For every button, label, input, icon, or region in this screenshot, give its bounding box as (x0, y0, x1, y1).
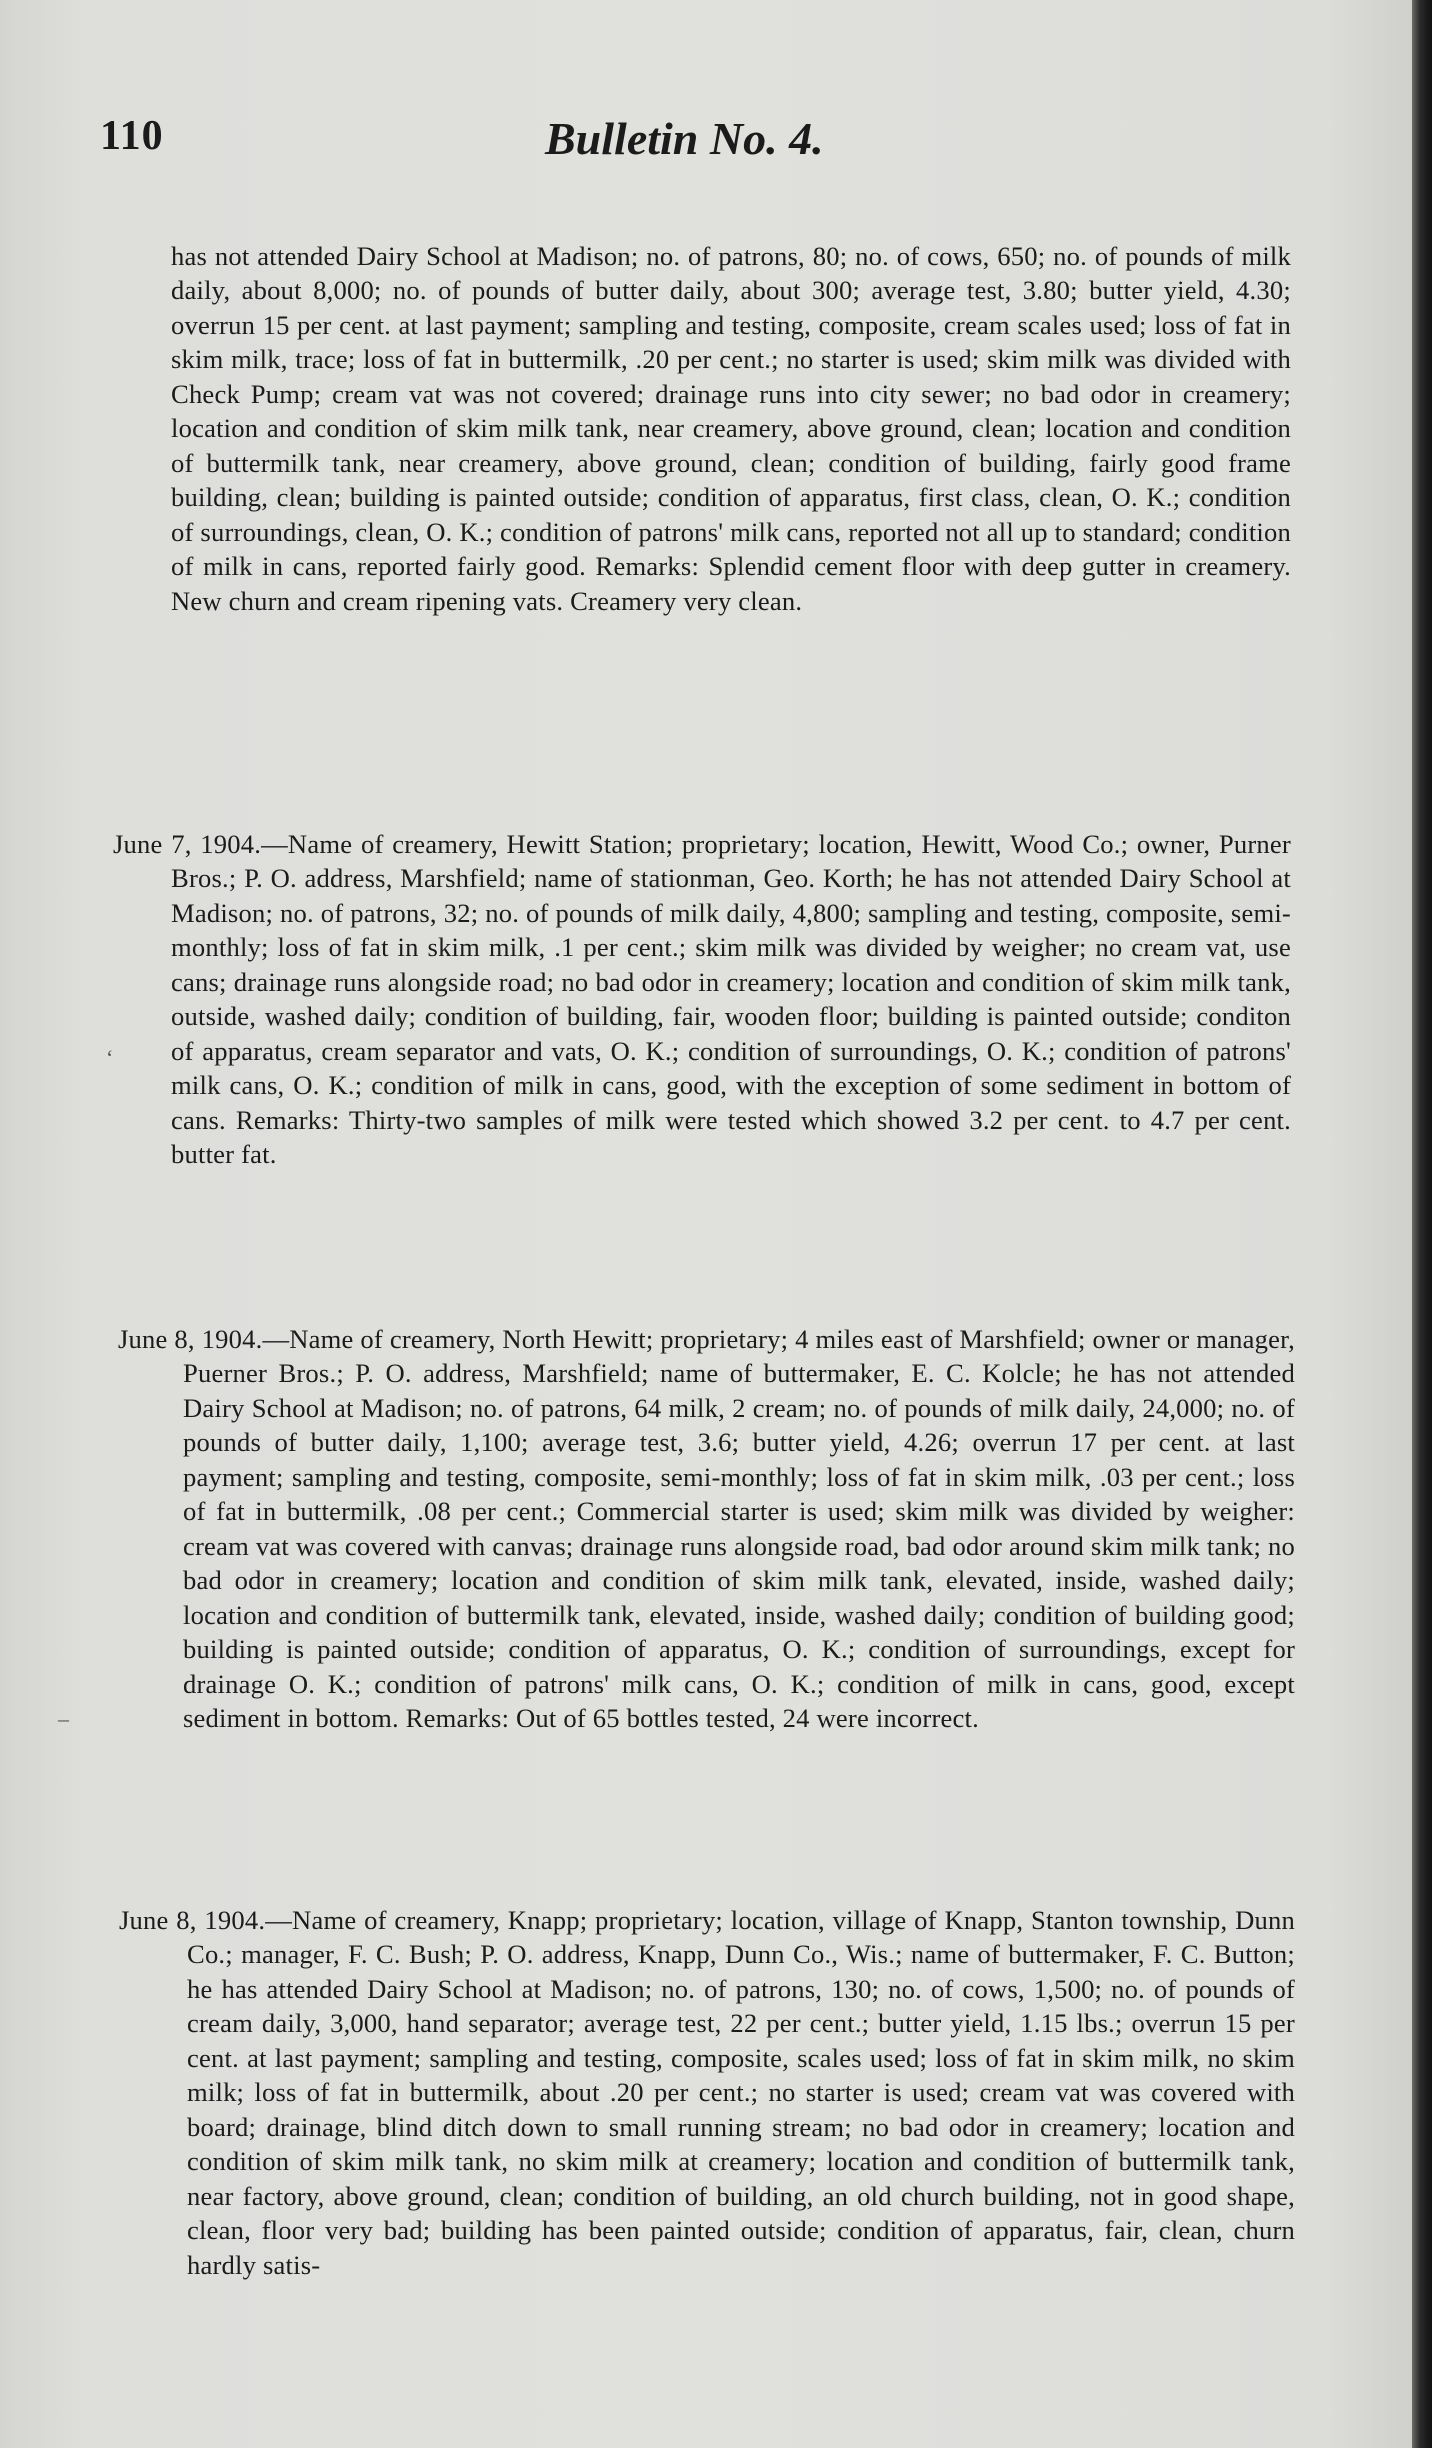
margin-mark: – (58, 1706, 69, 1731)
entry-continued: has not attended Dairy School at Madison; no. of patrons, 80; no. of cows, 650; no. of pounds of milk daily, about 8,000; no. of pounds of butter daily, about 300; average test, 3.80; butter yield, 4.30; overrun 15 per cent. at last payment; sampling and testing, composite, cream scales used; loss of fat in skim milk, trace; loss of fat in buttermilk, .20 per cent.; no starter is used; skim milk was divided with Check Pump; cream vat was not covered; drainage runs into city sewer; no bad odor in creamery; location and condition of skim milk tank, near creamery, above ground, clean; location and condition of buttermilk tank, near creamery, above ground, clean; condition of building, fairly good frame building, clean; building is painted outside; condition of apparatus, first class, clean, O. K.; condition of surroundings, clean, O. K.; condition of patrons' milk cans, reported not all up to standard; condition of milk in cans, reported fairly good. Remarks: Splendid cement floor with deep gutter in creamery. New churn and cream ripening vats. Creamery very clean. (171, 240, 1291, 616)
page-number: 110 (100, 113, 164, 159)
running-title: Bulletin No. 4. (545, 113, 824, 164)
margin-mark: ʻ (106, 1045, 114, 1070)
page-header (100, 112, 1315, 172)
entry-knapp: June 8, 1904.—Name of creamery, Knapp; proprietary; location, village of Knapp, Stanton township, Dunn Co.; manager, F. C. Bush; P. O. address, Knapp, Dunn Co., Wis.; name of buttermaker, F. C. Button; he has attended Dairy School at Madison; no. of patrons, 130; no. of cows, 1,500; no. of pounds of cream daily, 3,000, hand separator; average test, 22 per cent.; butter yield, 1.15 lbs.; overrun 15 per cent. at last payment; sampling and testing, composite, scales used; loss of fat in skim milk, no skim milk; loss of fat in buttermilk, about .20 per cent.; no starter is used; cream vat was covered with board; drainage, blind ditch down to small running stream; no bad odor in creamery; location and condition of skim milk tank, no skim milk at creamery; location and condition of buttermilk tank, near factory, above ground, clean; condition of building, an old church building, not in good shape, clean, floor very bad; building has been painted outside; condition of apparatus, fair, clean, churn hardly satis- (119, 1904, 1295, 2280)
entry-hewitt-station: June 7, 1904.—Name of creamery, Hewitt Station; proprietary; location, Hewitt, Wood Co.; owner, Purner Bros.; P. O. address, Marshfield; name of stationman, Geo. Korth; he has not attended Dairy School at Madison; no. of patrons, 32; no. of pounds of milk daily, 4,800; sampling and testing, composite, semi-monthly; loss of fat in skim milk, .1 per cent.; skim milk was divided by weigher; no cream vat, use cans; drainage runs alongside road; no bad odor in creamery; location and condition of skim milk tank, outside, washed daily; condition of building, fair, wooden floor; building is painted outside; conditon of apparatus, cream separator and vats, O. K.; condition of surroundings, O. K.; condition of patrons' milk cans, O. K.; condition of milk in cans, good, with the exception of some sediment in bottom of cans. Remarks: Thirty-two samples of milk were tested which showed 3.2 per cent. to 4.7 per cent. butter fat. (113, 828, 1291, 1170)
binding-edge (1412, 0, 1432, 2448)
entry-north-hewitt: June 8, 1904.—Name of creamery, North Hewitt; proprietary; 4 miles east of Marshfield; owner or manager, Puerner Bros.; P. O. address, Marshfield; name of buttermaker, E. C. Kolcle; he has not attended Dairy School at Madison; no. of patrons, 64 milk, 2 cream; no. of pounds of milk daily, 24,000; no. of pounds of butter daily, 1,100; average test, 3.6; butter yield, 4.26; overrun 17 per cent. at last payment; sampling and testing, composite, semi-monthly; loss of fat in skim milk, .03 per cent.; loss of fat in buttermilk, .08 per cent.; Commercial starter is used; skim milk was divided by weigher: cream vat was covered with canvas; drainage runs alongside road, bad odor around skim milk tank; no bad odor in creamery; location and condition of skim milk tank, elevated, inside, washed daily; location and condition of buttermilk tank, elevated, inside, washed daily; condition of building good; building is painted outside; condition of apparatus, O. K.; condition of surroundings, except for drainage O. K.; condition of patrons' milk cans, O. K.; condition of milk in cans, good, except sediment in bottom. Remarks: Out of 65 bottles tested, 24 were incorrect. (118, 1323, 1295, 1734)
